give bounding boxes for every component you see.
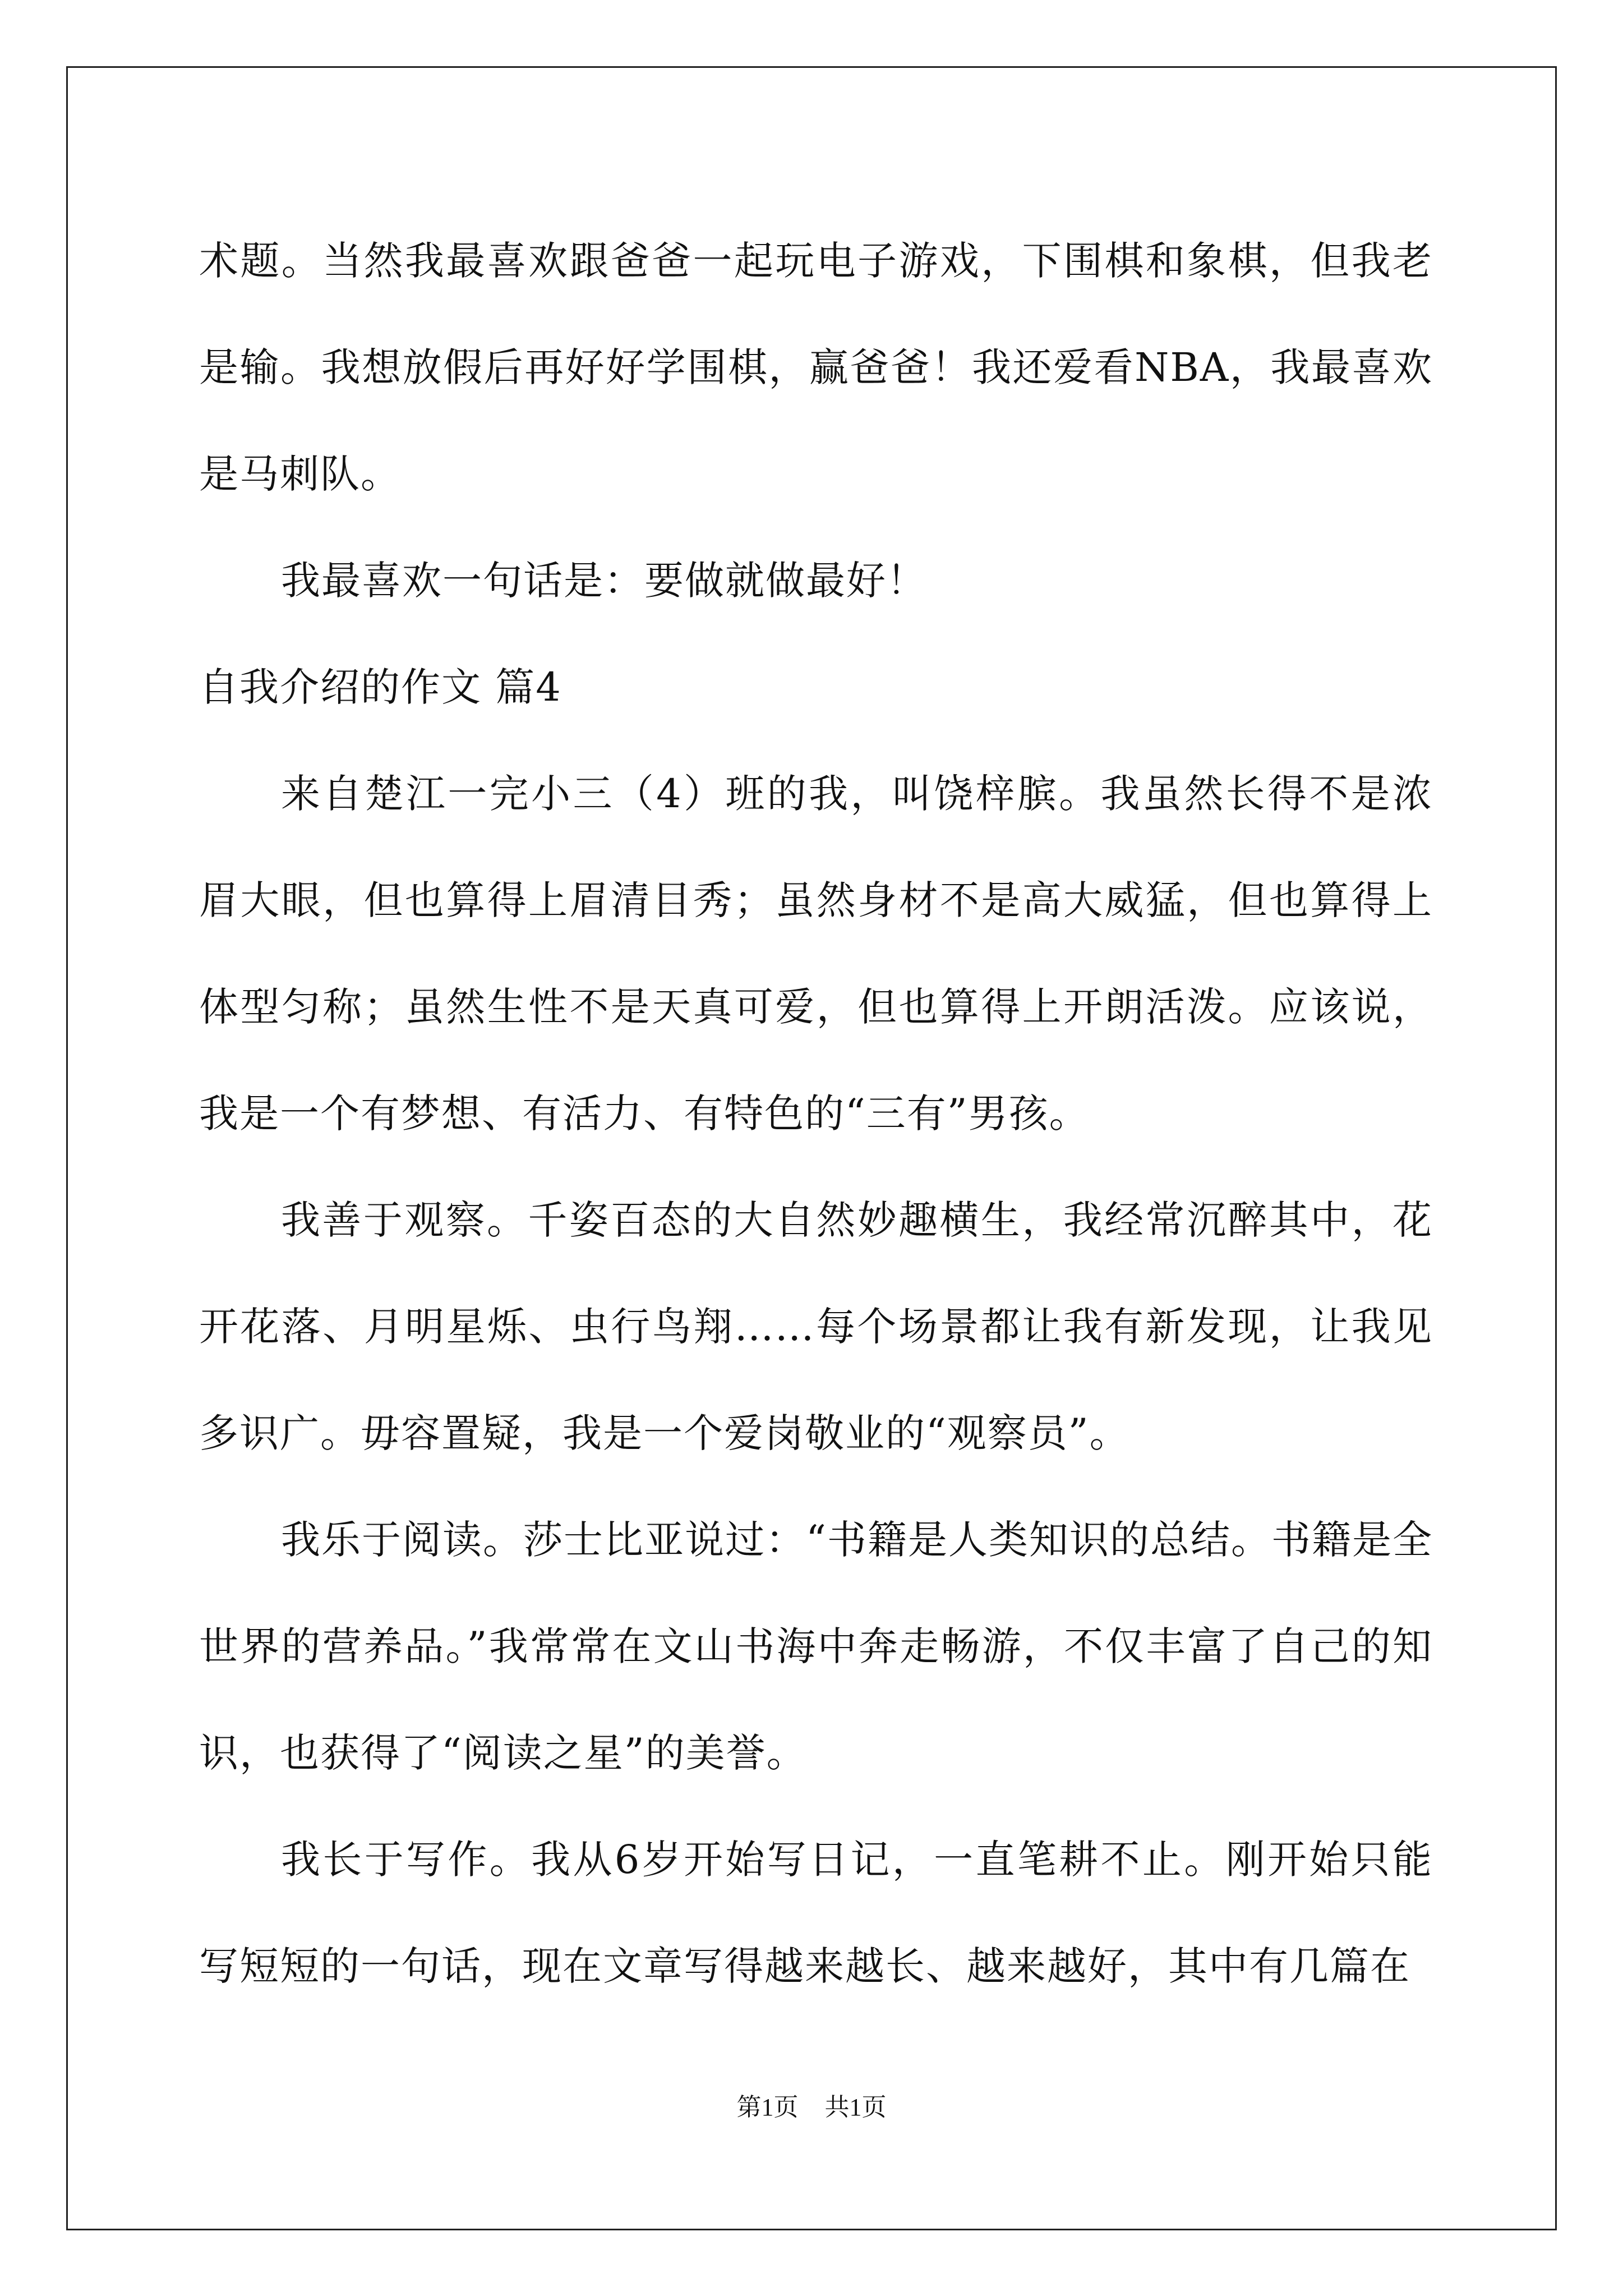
section-heading: 自我介绍的作文 篇4 <box>199 664 562 710</box>
paragraph-motto: 我最喜欢一句话是：要做就做最好！ <box>281 558 927 604</box>
document-body <box>199 208 1433 2019</box>
paragraph-intro: 来自楚江一完小三（4）班的我，叫饶梓膑。我虽然长得不是浓眉大眼，但也算得上眉清目秀；虽然身材不是高大威猛，但也算得上体型匀称；虽然生性不是天真可爱，但也算得上开朗活泼。应该说，我是一个有梦想、有活力、有特色的“三有”男孩。 <box>199 771 1433 1137</box>
paragraph-reading: 我乐于阅读。莎士比亚说过：“书籍是人类知识的总结。书籍是全世界的营养品。”我常常在文山书海中奔走畅游，不仅丰富了自己的知识，也获得了“阅读之星”的美誉。 <box>199 1517 1433 1776</box>
paragraph-observation: 我善于观察。千姿百态的大自然妙趣横生，我经常沉醉其中，花开花落、月明星烁、虫行鸟翔……每个场景都让我有新发现，让我见多识广。毋容置疑，我是一个爱岗敬业的“观察员”。 <box>199 1197 1433 1456</box>
page-footer <box>0 2087 1623 2123</box>
page-total: 共1页 <box>824 2093 887 2121</box>
paragraph-writing: 我长于写作。我从6岁开始写日记，一直笔耕不止。刚开始只能写短短的一句话，现在文章写得越来越长、越来越好，其中有几篇在 <box>199 1837 1433 1989</box>
page-number: 第1页 <box>736 2093 799 2121</box>
paragraph-continued: 术题。当然我最喜欢跟爸爸一起玩电子游戏，下围棋和象棋，但我老是输。我想放假后再好好学围棋，赢爸爸！我还爱看NBA，我最喜欢是马刺队。 <box>199 238 1433 497</box>
